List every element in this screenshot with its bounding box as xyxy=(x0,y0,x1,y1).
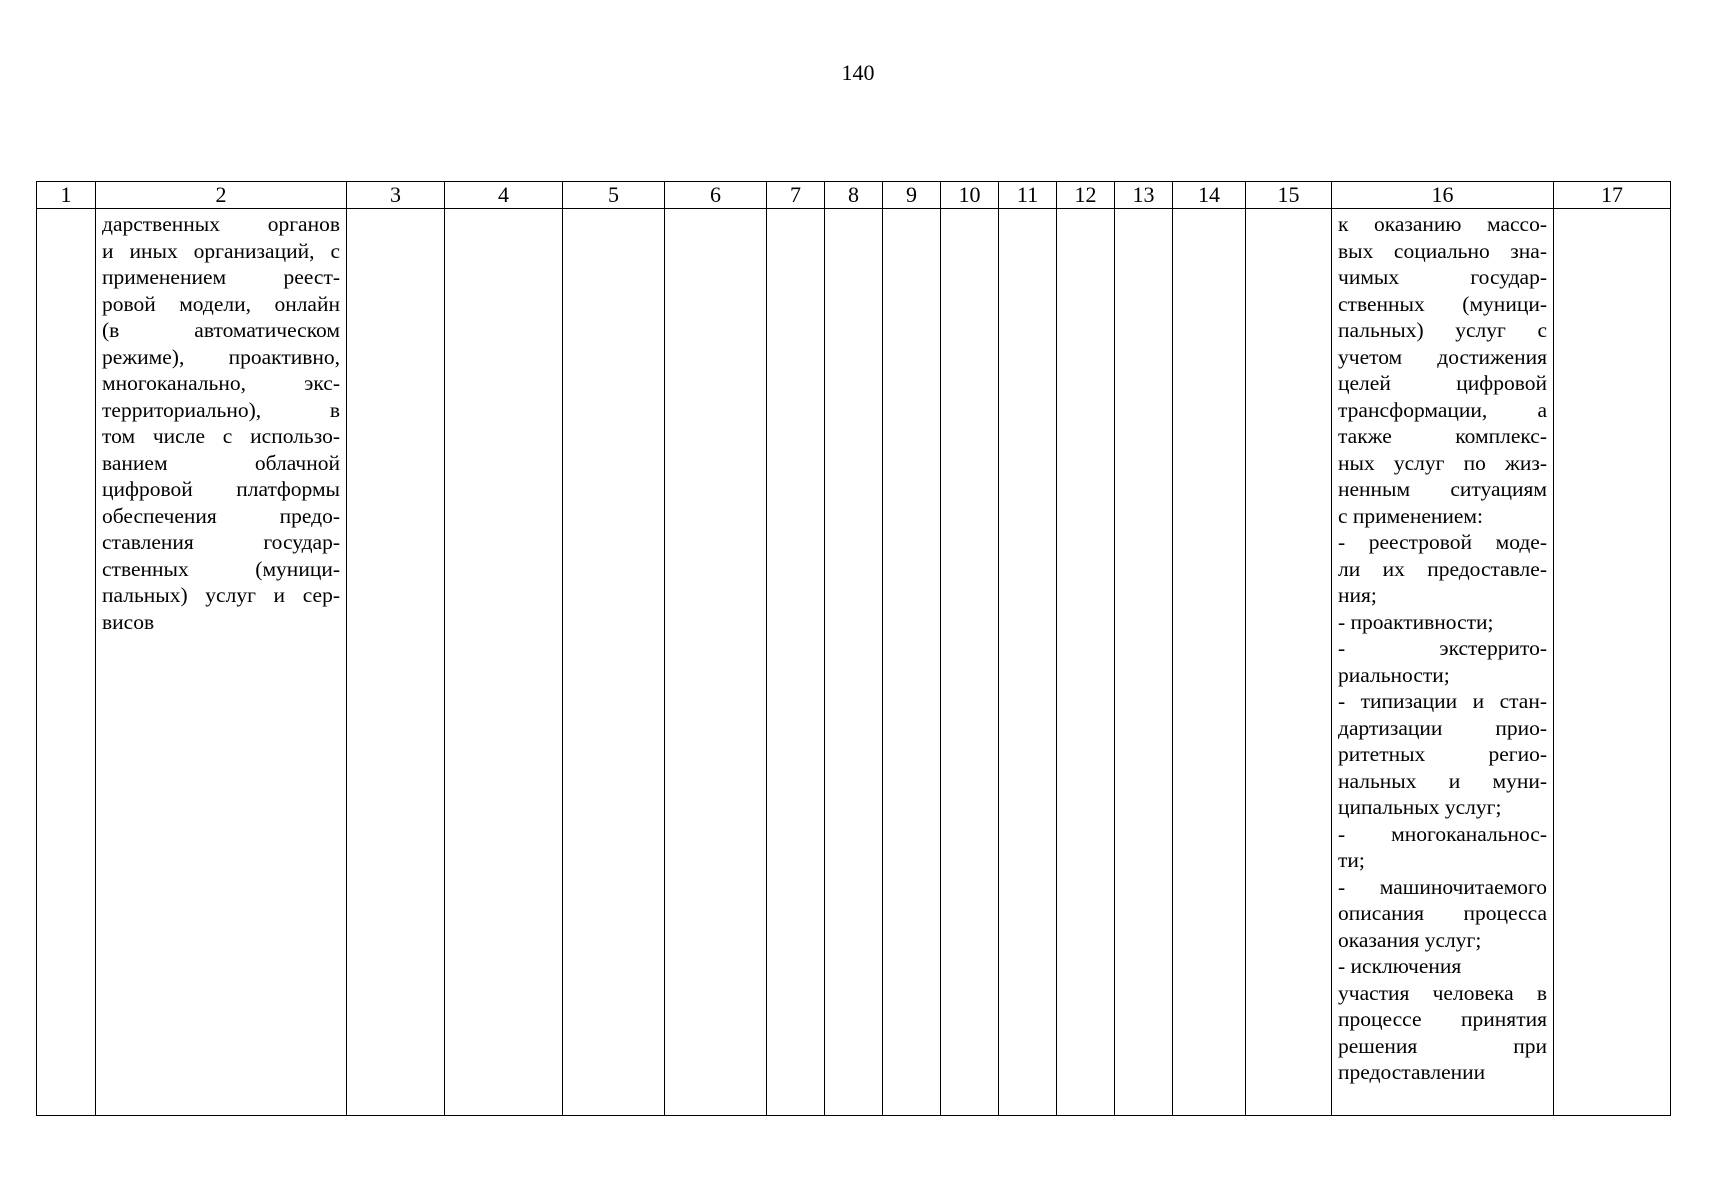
text-line: также комплекс- xyxy=(1338,424,1547,448)
text-line: (в автоматическом xyxy=(102,318,340,342)
column-header-15: 15 xyxy=(1246,182,1332,209)
text-line: нальных и муни- xyxy=(1338,768,1547,793)
text-line: ровой модели, онлайн xyxy=(102,291,340,316)
text-line: применением реест- xyxy=(102,265,340,289)
cell-col-16 xyxy=(1332,209,1554,1116)
text-line: - проактивности; xyxy=(1338,609,1494,634)
column-header-4: 4 xyxy=(445,182,563,209)
cell-col-7 xyxy=(767,209,825,1116)
cell-col-11 xyxy=(999,209,1057,1116)
column-header-10: 10 xyxy=(941,182,999,209)
text-line: ритетных регио- xyxy=(1338,742,1547,766)
column-header-12: 12 xyxy=(1057,182,1115,209)
text-line: пальных) услуг с xyxy=(1338,318,1547,342)
cell-col-3 xyxy=(347,209,445,1116)
cell-col-2 xyxy=(96,209,347,1116)
text-line: и иных организаций, с xyxy=(102,238,340,263)
text-line: оказания услуг; xyxy=(1338,927,1482,952)
text-line: ненным ситуациям xyxy=(1338,477,1547,501)
cell-col-5 xyxy=(563,209,665,1116)
cell-col-8 xyxy=(825,209,883,1116)
text-line: ти; xyxy=(1338,848,1365,872)
column-header-16: 16 xyxy=(1332,182,1554,209)
column-header-13: 13 xyxy=(1115,182,1173,209)
text-line: процессе принятия xyxy=(1338,1007,1547,1031)
text-line: ставления государ- xyxy=(102,530,340,554)
text-line: - исключения xyxy=(1338,954,1462,978)
column-header-17: 17 xyxy=(1554,182,1671,209)
col16-text xyxy=(1332,209,1553,1086)
cell-col-1 xyxy=(37,209,96,1116)
text-line: ли их предоставле- xyxy=(1338,556,1547,581)
text-line: - многоканальнос- xyxy=(1338,821,1547,846)
text-line: - реестровой моде- xyxy=(1338,530,1547,554)
text-line: многоканально, экс- xyxy=(102,371,340,395)
text-line: чимых государ- xyxy=(1338,265,1547,289)
text-line: участия человека в xyxy=(1338,980,1547,1005)
text-line: решения при xyxy=(1338,1033,1547,1058)
column-header-9: 9 xyxy=(883,182,941,209)
text-line: трансформации, а xyxy=(1338,397,1547,422)
table-header-row xyxy=(37,182,1671,209)
column-header-2: 2 xyxy=(96,182,347,209)
column-header-5: 5 xyxy=(563,182,665,209)
text-line: вых социально зна- xyxy=(1338,238,1547,263)
text-line: дартизации прио- xyxy=(1338,715,1547,740)
text-line: риальности; xyxy=(1338,662,1450,687)
text-line: дарственных органов xyxy=(102,212,340,236)
col2-text xyxy=(96,209,346,635)
column-header-8: 8 xyxy=(825,182,883,209)
column-header-1: 1 xyxy=(37,182,96,209)
text-line: ственных (муници- xyxy=(102,556,340,581)
column-header-7: 7 xyxy=(767,182,825,209)
cell-col-17 xyxy=(1554,209,1671,1116)
text-line: к оказанию массо- xyxy=(1338,212,1547,236)
column-header-6: 6 xyxy=(665,182,767,209)
text-line: цифровой платформы xyxy=(102,477,340,501)
text-line: предоставлении xyxy=(1338,1060,1486,1084)
table-row xyxy=(37,209,1671,1116)
text-line: ципальных услуг; xyxy=(1338,795,1502,819)
text-line: описания процесса xyxy=(1338,901,1547,925)
cell-col-15 xyxy=(1246,209,1332,1116)
text-line: ных услуг по жиз- xyxy=(1338,450,1547,475)
cell-col-9 xyxy=(883,209,941,1116)
cell-col-4 xyxy=(445,209,563,1116)
column-header-3: 3 xyxy=(347,182,445,209)
cell-col-6 xyxy=(665,209,767,1116)
page-number: 140 xyxy=(841,60,875,85)
document-table xyxy=(36,181,1671,1116)
column-header-14: 14 xyxy=(1173,182,1246,209)
text-line: - машиночитаемого xyxy=(1338,874,1547,899)
text-line: территориально), в xyxy=(102,397,340,422)
cell-col-12 xyxy=(1057,209,1115,1116)
text-line: - экстеррито- xyxy=(1338,636,1547,660)
text-line: обеспечения предо- xyxy=(102,503,340,528)
cell-col-14 xyxy=(1173,209,1246,1116)
cell-col-13 xyxy=(1115,209,1173,1116)
text-line: том числе с использо- xyxy=(102,424,340,448)
cell-col-10 xyxy=(941,209,999,1116)
text-line: учетом достижения xyxy=(1338,344,1547,369)
text-line: ванием облачной xyxy=(102,450,340,475)
text-line: - типизации и стан- xyxy=(1338,689,1547,713)
text-line: ственных (муници- xyxy=(1338,291,1547,316)
text-line: с применением: xyxy=(1338,503,1484,528)
text-line: ния; xyxy=(1338,583,1377,607)
text-line: режиме), проактивно, xyxy=(102,344,340,369)
text-line: целей цифровой xyxy=(1338,371,1547,395)
text-line: пальных) услуг и сер- xyxy=(102,583,340,607)
column-header-11: 11 xyxy=(999,182,1057,209)
text-line: висов xyxy=(102,609,155,634)
